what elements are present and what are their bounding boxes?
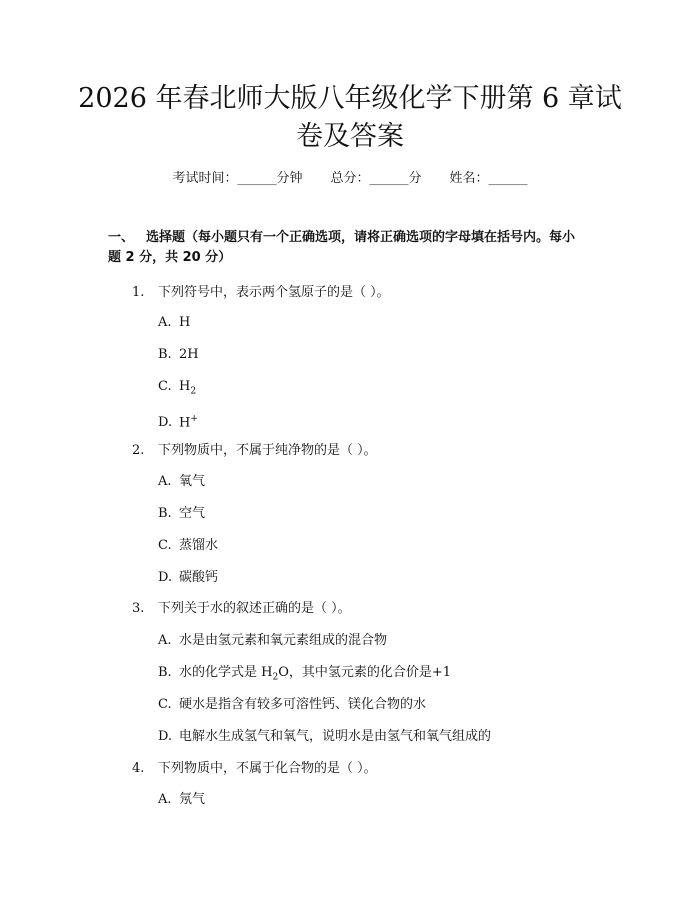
- q1-option-d: D. H+: [158, 414, 198, 431]
- title-line-2: 卷及答案: [296, 121, 404, 152]
- q3-option-c: C. 硬水是指含有较多可溶性钙、镁化合物的水: [158, 697, 427, 712]
- section-heading: [108, 228, 608, 268]
- question-text: 下列物质中，不属于纯净物的是（ ）。: [158, 443, 377, 458]
- question-number: 4.: [132, 761, 145, 776]
- question-number: 2.: [132, 443, 145, 458]
- q4-option-a: A. 氖气: [158, 792, 206, 807]
- q2-option-c: C. 蒸馏水: [158, 538, 219, 553]
- question-4: [132, 760, 377, 778]
- question-text: 下列符号中，表示两个氢原子的是（ ）。: [158, 285, 390, 300]
- question-number: 1.: [132, 285, 145, 300]
- q3-option-d: D. 电解水生成氢气和氧气，说明水是由氢气和氧气组成的: [158, 729, 492, 744]
- q2-option-b: B. 空气: [158, 506, 206, 521]
- exam-score: 总分：______分: [330, 171, 422, 186]
- question-1: [132, 284, 390, 302]
- q1-option-a: A. H: [158, 315, 191, 330]
- q1-option-b: B. 2H: [158, 347, 199, 362]
- question-number: 3.: [132, 601, 145, 616]
- page-title: [70, 80, 630, 156]
- question-2: [132, 442, 377, 460]
- q2-option-a: A. 氧气: [158, 474, 206, 489]
- exam-time: 考试时间：______分钟: [172, 171, 303, 186]
- question-text: 下列物质中，不属于化合物的是（ ）。: [158, 761, 377, 776]
- section-number: 一、: [108, 230, 135, 245]
- exam-meta: [0, 170, 700, 188]
- title-line-1: 2026 年春北师大版八年级化学下册第 6 章试: [78, 83, 622, 114]
- question-3: [132, 600, 351, 618]
- question-text: 下列关于水的叙述正确的是（ ）。: [158, 601, 351, 616]
- section-text: 选择题（每小题只有一个正确选项，请将正确选项的字母填在括号内。每小: [146, 230, 576, 245]
- q1-option-c: C. $H_2$: [158, 379, 197, 397]
- q3-option-b: B. 水的化学式是 $H_2O$，其中氢元素的化合价是+1: [158, 665, 452, 683]
- q2-option-d: D. 碳酸钙: [158, 570, 219, 585]
- q3-option-a: A. 水是由氢元素和氧元素组成的混合物: [158, 633, 388, 648]
- exam-name: 姓名：______: [449, 171, 528, 186]
- section-text-2: 题 2 分，共 20 分）: [108, 250, 232, 265]
